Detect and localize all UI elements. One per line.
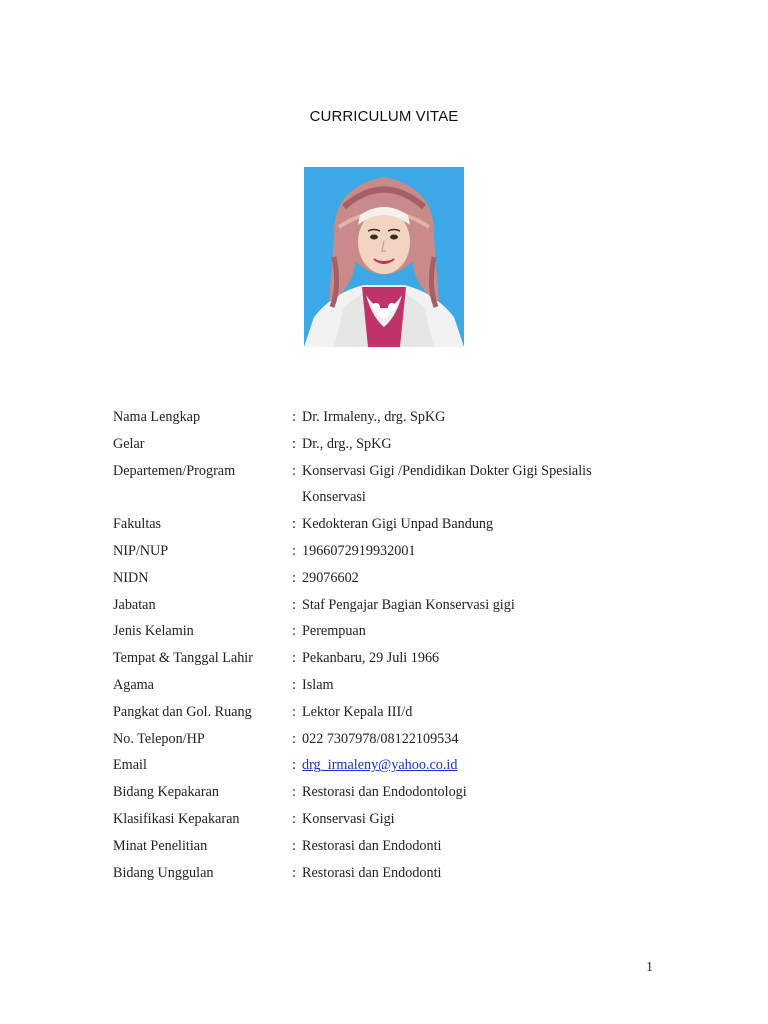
info-value: 1966072919932001 [302,542,416,559]
info-value: Konservasi Gigi [302,810,395,827]
info-separator: : [292,623,296,640]
info-row-bidang-unggulan [113,860,673,887]
portrait-photo [304,167,464,347]
info-row-klasifikasi-kepakaran [113,806,673,833]
info-separator: : [292,864,296,881]
info-separator: : [292,435,296,452]
info-separator: : [292,676,296,693]
info-value-line: Konservasi [302,489,366,506]
info-row-telepon [113,726,673,753]
info-value: Islam [302,676,334,693]
info-row-departemen [113,458,673,512]
info-separator: : [292,810,296,827]
info-label: NIDN [113,569,149,586]
info-row-pangkat [113,699,673,726]
personal-info-list [113,404,673,886]
info-row-nidn [113,565,673,592]
page-number: 1 [646,960,653,975]
info-label: Jabatan [113,596,156,613]
info-row-fakultas [113,511,673,538]
info-value [302,752,673,779]
info-row-gelar [113,431,673,458]
info-value: Kedokteran Gigi Unpad Bandung [302,516,494,533]
info-label: Fakultas [113,516,162,533]
info-value: Dr. Irmaleny., drg. SpKG [302,409,446,425]
info-label: Tempat & Tanggal Lahir [113,650,253,667]
info-label: Agama [113,676,154,693]
info-row-bidang-kepakaran [113,779,673,806]
info-separator: : [292,516,296,533]
info-separator: : [292,409,296,425]
info-label: Klasifikasi Kepakaran [113,810,240,827]
info-row-minat-penelitian [113,833,673,860]
info-label: No. Telepon/HP [113,730,205,747]
info-value: Lektor Kepala III/d [302,703,413,720]
info-separator: : [292,569,296,586]
info-value: 29076602 [302,569,359,586]
info-label: Nama Lengkap [113,409,201,425]
info-value: Restorasi dan Endodontologi [302,784,467,801]
info-label: Departemen/Program [113,462,236,479]
info-label: Bidang Unggulan [113,864,214,881]
info-label: Jenis Kelamin [113,623,194,640]
info-label: Email [113,757,147,774]
info-value: Restorasi dan Endodonti [302,837,442,854]
info-separator: : [292,542,296,559]
info-separator: : [292,730,296,747]
info-value [302,458,673,512]
info-label: NIP/NUP [113,542,169,559]
info-label: Bidang Kepakaran [113,784,219,801]
info-row-jenis-kelamin [113,618,673,645]
info-label: Gelar [113,435,145,452]
email-link[interactable]: drg_irmaleny@yahoo.co.id [302,757,458,774]
info-separator: : [292,837,296,854]
info-row-nip [113,538,673,565]
info-separator: : [292,462,296,479]
info-label: Minat Penelitian [113,837,208,854]
info-value: Restorasi dan Endodonti [302,864,442,881]
info-label: Pangkat dan Gol. Ruang [113,703,252,720]
info-separator: : [292,784,296,801]
info-row-email [113,752,673,779]
info-row-nama-lengkap [113,404,673,431]
info-separator: : [292,703,296,720]
info-value: Perempuan [302,623,366,640]
info-separator: : [292,596,296,613]
info-separator: : [292,650,296,667]
info-value-line: Konservasi Gigi /Pendidikan Dokter Gigi Spesialis [302,462,592,479]
document-title: CURRICULUM VITAE [309,108,459,125]
info-row-jabatan [113,592,673,619]
info-row-tempat-tanggal-lahir [113,645,673,672]
info-value: Pekanbaru, 29 Juli 1966 [302,650,440,667]
info-row-agama [113,672,673,699]
info-value: 022 7307978/08122109534 [302,730,459,747]
info-value: Staf Pengajar Bagian Konservasi gigi [302,596,515,613]
info-separator: : [292,757,296,774]
info-value: Dr., drg., SpKG [302,435,392,452]
